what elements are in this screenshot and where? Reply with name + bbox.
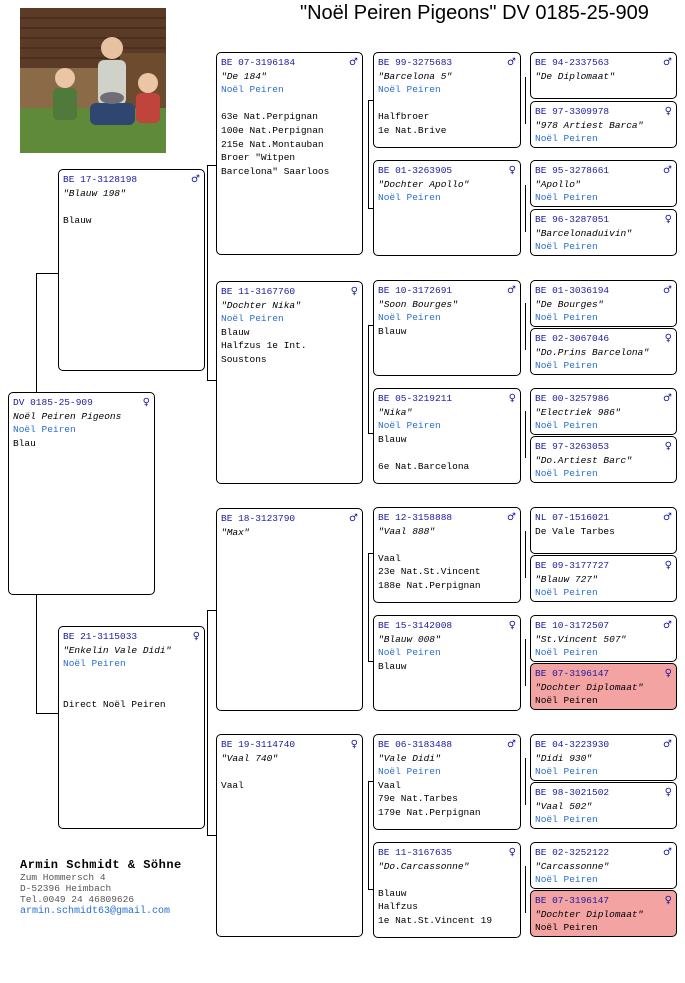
info-line: Blauw <box>378 660 407 672</box>
pedigree-card-gggp-13[interactable] <box>530 734 677 781</box>
connector-line <box>36 713 58 714</box>
bird-name: "Dochter Diplomaat" <box>535 681 644 693</box>
card-header <box>221 738 358 752</box>
bird-name: "Didi 930" <box>535 752 593 764</box>
owner-name: Armin Schmidt & Söhne <box>20 858 182 872</box>
female-symbol-icon: ♀ <box>508 393 516 404</box>
male-symbol-icon: ♂ <box>663 512 672 523</box>
ring-number: BE 06-3183488 <box>378 739 453 750</box>
female-symbol-icon: ♀ <box>664 106 672 117</box>
ring-number: BE 97-3263053 <box>535 441 610 452</box>
card-header <box>63 173 200 187</box>
info-line: Vaal <box>221 779 244 791</box>
card-header <box>221 56 358 70</box>
info-line: Blauw <box>378 325 407 337</box>
connector-line <box>525 185 526 232</box>
connector-line <box>36 273 37 393</box>
pedigree-card-gggp-1[interactable] <box>530 52 677 99</box>
info-line: Halfbroer <box>378 111 430 123</box>
card-header <box>378 392 516 406</box>
card-header <box>535 667 672 681</box>
male-symbol-icon: ♂ <box>349 57 358 68</box>
pedigree-card-gggp-15[interactable] <box>530 842 677 889</box>
info-line: Halfzus 1e Int. <box>221 340 307 352</box>
info-line <box>378 97 516 111</box>
info-line: Halfzus <box>378 901 418 913</box>
ring-number: BE 07-3196184 <box>221 57 296 68</box>
ring-number: BE 19-3114740 <box>221 739 296 750</box>
pedigree-card-gggp-11[interactable] <box>530 615 677 662</box>
breeder-name: Noël Peiren <box>535 360 598 372</box>
pedigree-card-ggp-5[interactable] <box>373 507 521 603</box>
connector-line <box>525 411 526 458</box>
pedigree-card-ggp-1[interactable] <box>373 52 521 148</box>
breeder-name: Noël Peiren <box>535 766 598 778</box>
card-header <box>378 164 516 178</box>
owner-city: D-52396 Heimbach <box>20 883 112 894</box>
info-line: Blauw <box>378 433 407 445</box>
ring-number: BE 18-3123790 <box>221 513 296 524</box>
male-symbol-icon: ♂ <box>507 739 516 750</box>
bird-name: "St.Vincent 507" <box>535 633 627 645</box>
male-symbol-icon: ♂ <box>663 620 672 631</box>
info-line: 215e Nat.Montauban <box>221 138 324 150</box>
card-header <box>535 164 672 178</box>
connector-line <box>525 303 526 350</box>
connector-line <box>207 835 216 836</box>
pedigree-card-granddam-paternal[interactable] <box>216 281 363 484</box>
bird-name: "Carcassonne" <box>535 860 610 872</box>
info-line: 100e Nat.Perpignan <box>221 124 324 136</box>
pedigree-card-gggp-3[interactable] <box>530 160 677 207</box>
ring-number: BE 95-3278661 <box>535 165 610 176</box>
ring-number: BE 05-3219211 <box>378 393 453 404</box>
bird-name: "Barcelona 5" <box>378 70 453 82</box>
info-line: Broer "Witpen <box>221 152 296 164</box>
breeder-name: Noël Peiren <box>378 84 441 96</box>
ring-number: BE 04-3223930 <box>535 739 610 750</box>
card-header <box>535 559 672 573</box>
bird-name: "Barcelonaduivin" <box>535 227 632 239</box>
info-line <box>63 200 200 214</box>
female-symbol-icon: ♀ <box>664 333 672 344</box>
pedigree-card-grandsire-paternal[interactable] <box>216 52 363 255</box>
owner-block <box>20 858 182 919</box>
male-symbol-icon: ♂ <box>507 57 516 68</box>
owner-street: Zum Hommersch 4 <box>20 872 106 883</box>
breeder-name: Noël Peiren <box>378 766 441 778</box>
info-line: 6e Nat.Barcelona <box>378 460 470 472</box>
photo-image <box>20 8 166 153</box>
bird-name: "Dochter Diplomaat" <box>535 908 644 920</box>
bird-name: "Max" <box>221 526 250 538</box>
bird-name: Noël Peiren Pigeons <box>13 410 122 422</box>
card-header <box>63 630 200 644</box>
info-line: Blauw <box>221 326 250 338</box>
ring-number: BE 15-3142008 <box>378 620 453 631</box>
connector-line <box>36 273 58 274</box>
info-line: 1e Nat.St.Vincent 19 <box>378 914 493 926</box>
female-symbol-icon: ♀ <box>142 397 150 408</box>
breeder-name: Noël Peiren <box>535 814 598 826</box>
ring-number: BE 11-3167635 <box>378 847 453 858</box>
male-symbol-icon: ♂ <box>663 393 672 404</box>
card-header <box>535 786 672 800</box>
info-line <box>378 446 516 460</box>
connector-line <box>368 325 369 433</box>
pedigree-card-gggp-7[interactable] <box>530 388 677 435</box>
connector-line <box>525 639 526 686</box>
info-line: Direct Noël Peiren <box>63 698 166 710</box>
card-header <box>378 284 516 298</box>
card-header <box>221 512 358 526</box>
bird-name: "Vaal 502" <box>535 800 593 812</box>
bird-name: "Do.Artiest Barc" <box>535 454 632 466</box>
breeder-name: Noël Peiren <box>221 313 284 325</box>
pedigree-card-gggp-2[interactable] <box>530 101 677 148</box>
card-header <box>535 894 672 908</box>
female-symbol-icon: ♀ <box>350 739 358 750</box>
bird-name: "Blauw 008" <box>378 633 441 645</box>
pedigree-card-gggp-16[interactable] <box>530 890 677 937</box>
breeder-name: Noël Peiren <box>535 420 598 432</box>
female-symbol-icon: ♀ <box>350 286 358 297</box>
pedigree-card-gggp-5[interactable] <box>530 280 677 327</box>
info-line: 79e Nat.Tarbes <box>378 793 458 805</box>
card-header <box>535 105 672 119</box>
info-line: Blauw <box>63 214 92 226</box>
ring-number: BE 94-2337563 <box>535 57 610 68</box>
ring-number: BE 12-3158888 <box>378 512 453 523</box>
family-photo <box>20 8 166 153</box>
pedigree-card-dam[interactable] <box>58 626 205 829</box>
info-line: 188e Nat.Perpignan <box>378 579 481 591</box>
info-line: Barcelona" Saarloos <box>221 165 330 177</box>
breeder-name: Noël Peiren <box>535 647 598 659</box>
card-header <box>535 332 672 346</box>
female-symbol-icon: ♀ <box>664 441 672 452</box>
ring-number: NL 07-1516021 <box>535 512 610 523</box>
breeder-name: Noël Peiren <box>535 874 598 886</box>
female-symbol-icon: ♀ <box>664 787 672 798</box>
ring-number: BE 21-3115033 <box>63 631 138 642</box>
female-symbol-icon: ♀ <box>192 631 200 642</box>
card-header <box>378 738 516 752</box>
bird-name: "Vaal 888" <box>378 525 436 537</box>
connector-line <box>525 77 526 124</box>
card-header <box>221 285 358 299</box>
pedigree-card-subject[interactable] <box>8 392 155 595</box>
info-line: Vaal <box>378 552 401 564</box>
bird-name: "Do.Carcassonne" <box>378 860 470 872</box>
card-header <box>535 392 672 406</box>
info-line: Noël Peiren <box>535 922 598 934</box>
pedigree-card-gggp-6[interactable] <box>530 328 677 375</box>
female-symbol-icon: ♀ <box>664 214 672 225</box>
bird-name: "Electriek 986" <box>535 406 621 418</box>
info-line <box>221 765 358 779</box>
breeder-name: Noël Peiren <box>535 241 598 253</box>
ring-number: BE 10-3172507 <box>535 620 610 631</box>
ring-number: BE 07-3196147 <box>535 895 610 906</box>
ring-number: BE 07-3196147 <box>535 668 610 679</box>
card-header <box>535 511 672 525</box>
bird-name: "Soon Bourges" <box>378 298 458 310</box>
connector-line <box>525 866 526 913</box>
pedigree-card-gggp-14[interactable] <box>530 782 677 829</box>
info-line: Soustons <box>221 353 267 365</box>
pedigree-card-ggp-3[interactable] <box>373 280 521 376</box>
ring-number: BE 09-3177727 <box>535 560 610 571</box>
pedigree-card-grandsire-maternal[interactable] <box>216 508 363 711</box>
card-header <box>535 284 672 298</box>
info-line <box>63 671 200 685</box>
bird-name: "De Diplomaat" <box>535 70 615 82</box>
breeder-name: Noël Peiren <box>378 647 441 659</box>
connector-line <box>207 165 208 380</box>
breeder-name: Noël Peiren <box>378 192 441 204</box>
pedigree-card-gggp-4[interactable] <box>530 209 677 256</box>
connector-line <box>368 781 369 889</box>
card-header <box>535 56 672 70</box>
bird-name: "Nika" <box>378 406 413 418</box>
info-line <box>63 684 200 698</box>
pedigree-card-ggp-8[interactable] <box>373 842 521 938</box>
ring-number: DV 0185-25-909 <box>13 397 93 408</box>
connector-line <box>525 531 526 578</box>
card-header <box>535 738 672 752</box>
breeder-name: Noël Peiren <box>535 133 598 145</box>
pedigree-card-granddam-maternal[interactable] <box>216 734 363 937</box>
card-header <box>535 619 672 633</box>
bird-name: "Dochter Apollo" <box>378 178 470 190</box>
ring-number: BE 00-3257986 <box>535 393 610 404</box>
card-header <box>378 511 516 525</box>
info-line: 63e Nat.Perpignan <box>221 111 318 123</box>
card-header <box>378 619 516 633</box>
breeder-name: Noël Peiren <box>535 587 598 599</box>
ring-number: BE 01-3263905 <box>378 165 453 176</box>
card-header <box>378 56 516 70</box>
ring-number: BE 10-3172691 <box>378 285 453 296</box>
female-symbol-icon: ♀ <box>508 620 516 631</box>
bird-name: "Blauw 727" <box>535 573 598 585</box>
bird-name: "Apollo" <box>535 178 581 190</box>
bird-name: "Do.Prins Barcelona" <box>535 346 650 358</box>
bird-name: "Vale Didi" <box>378 752 441 764</box>
bird-name: "Vaal 740" <box>221 752 279 764</box>
info-line: Noël Peiren <box>535 695 598 707</box>
pedigree-card-sire[interactable] <box>58 169 205 371</box>
pedigree-card-ggp-2[interactable] <box>373 160 521 256</box>
info-line: De Vale Tarbes <box>535 525 615 537</box>
connector-line <box>207 380 216 381</box>
connector-line <box>36 595 37 714</box>
ring-number: BE 98-3021502 <box>535 787 610 798</box>
card-header <box>535 440 672 454</box>
male-symbol-icon: ♂ <box>507 512 516 523</box>
bird-name: "978 Artiest Barca" <box>535 119 644 131</box>
breeder-name: Noël Peiren <box>378 420 441 432</box>
bird-name: "De Bourges" <box>535 298 604 310</box>
info-line: Vaal <box>378 779 401 791</box>
connector-line <box>525 758 526 805</box>
pedigree-card-gggp-9[interactable] <box>530 507 677 554</box>
ring-number: BE 99-3275683 <box>378 57 453 68</box>
card-header <box>378 846 516 860</box>
owner-phone: Tel.0049 24 46809626 <box>20 894 135 905</box>
pedigree-card-ggp-4[interactable] <box>373 388 521 484</box>
info-line: Blauw <box>378 887 407 899</box>
male-symbol-icon: ♂ <box>663 285 672 296</box>
ring-number: BE 02-3067046 <box>535 333 610 344</box>
male-symbol-icon: ♂ <box>663 847 672 858</box>
breeder-name: Noël Peiren <box>378 312 441 324</box>
page-title: "Noël Peiren Pigeons" DV 0185-25-909 <box>300 2 649 24</box>
ring-number: BE 97-3309978 <box>535 106 610 117</box>
connector-line <box>368 553 369 661</box>
female-symbol-icon: ♀ <box>664 895 672 906</box>
owner-email[interactable]: armin.schmidt63@gmail.com <box>20 906 171 917</box>
male-symbol-icon: ♂ <box>507 285 516 296</box>
connector-line <box>207 610 208 835</box>
ring-number: BE 11-3167760 <box>221 286 296 297</box>
ring-number: BE 96-3287051 <box>535 214 610 225</box>
pedigree-card-gggp-10[interactable] <box>530 555 677 602</box>
info-line: 179e Nat.Perpignan <box>378 806 481 818</box>
breeder-name: Noël Peiren <box>535 312 598 324</box>
breeder-name: Noël Peiren <box>535 192 598 204</box>
male-symbol-icon: ♂ <box>191 174 200 185</box>
bird-name: "Enkelin Vale Didi" <box>63 644 172 656</box>
card-header <box>13 396 150 410</box>
pedigree-card-ggp-7[interactable] <box>373 734 521 830</box>
connector-line <box>207 165 216 166</box>
female-symbol-icon: ♀ <box>664 668 672 679</box>
connector-line <box>207 610 216 611</box>
breeder-name: Noël Peiren <box>63 658 126 670</box>
info-line <box>221 97 358 111</box>
male-symbol-icon: ♂ <box>663 739 672 750</box>
female-symbol-icon: ♀ <box>508 847 516 858</box>
bird-name: "Blauw 198" <box>63 187 126 199</box>
bird-name: "Dochter Nika" <box>221 299 301 311</box>
female-symbol-icon: ♀ <box>664 560 672 571</box>
info-line <box>378 873 516 887</box>
female-symbol-icon: ♀ <box>508 165 516 176</box>
male-symbol-icon: ♂ <box>663 57 672 68</box>
ring-number: BE 01-3036194 <box>535 285 610 296</box>
pedigree-card-ggp-6[interactable] <box>373 615 521 711</box>
male-symbol-icon: ♂ <box>349 513 358 524</box>
info-line: 23e Nat.St.Vincent <box>378 566 481 578</box>
pedigree-card-gggp-12[interactable] <box>530 663 677 710</box>
breeder-name: Noël Peiren <box>13 424 76 436</box>
ring-number: BE 17-3128198 <box>63 174 138 185</box>
pedigree-card-gggp-8[interactable] <box>530 436 677 483</box>
ring-number: BE 02-3252122 <box>535 847 610 858</box>
card-header <box>535 213 672 227</box>
male-symbol-icon: ♂ <box>663 165 672 176</box>
breeder-name: Noël Peiren <box>535 468 598 480</box>
info-line <box>378 538 516 552</box>
bird-name: "De 184" <box>221 70 267 82</box>
connector-line <box>368 100 369 208</box>
info-line: Blau <box>13 437 36 449</box>
breeder-name: Noël Peiren <box>221 84 284 96</box>
card-header <box>535 846 672 860</box>
info-line: 1e Nat.Brive <box>378 124 447 136</box>
